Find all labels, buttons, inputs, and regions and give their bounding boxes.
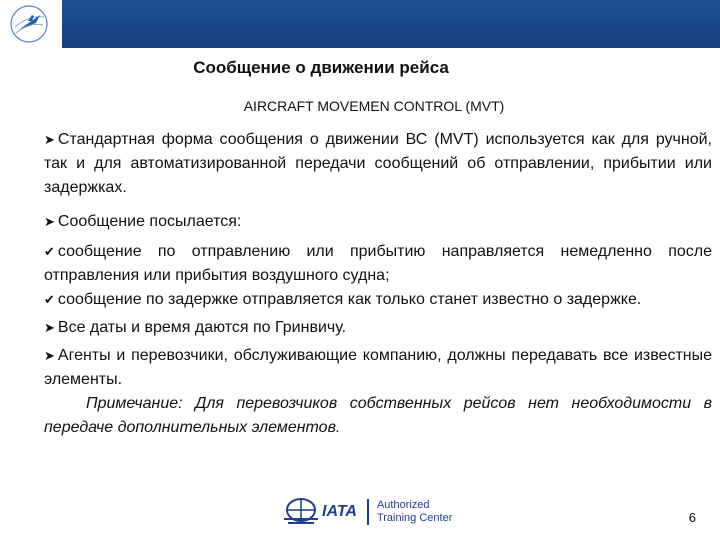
paragraph-text: Сообщение посылается: (57, 213, 242, 230)
slide-body (44, 128, 712, 440)
airplane-globe-icon (6, 3, 52, 45)
paragraph-text: сообщение по задержке отправляется как только станет известно о задержке. (57, 291, 642, 308)
check-bullet-icon: ✔ (44, 244, 55, 259)
bullet-paragraph (44, 288, 712, 312)
atc-line-1: Authorized (376, 499, 430, 511)
banner-divider (58, 0, 62, 48)
iata-globe-icon (282, 497, 320, 527)
paragraph-text: Стандартная форма сообщения о движении ВС (MVT) используется как для ручной, так и для автоматизированной передачи сообщений об отправлении, прибытии или задержках. (44, 131, 712, 196)
arrow-bullet-icon: ➤ (44, 214, 55, 229)
top-banner (0, 0, 720, 48)
arrow-bullet-icon: ➤ (44, 348, 55, 363)
arrow-bullet-icon: ➤ (44, 320, 55, 335)
arrow-bullet-icon: ➤ (44, 132, 55, 147)
check-bullet-icon: ✔ (44, 292, 55, 307)
header-logo (0, 0, 58, 48)
paragraph-text: Все даты и время даются по Гринвичу. (57, 319, 347, 336)
paragraph-text: сообщение по отправлению или прибытию направляется немедленно после отправления или прибытия воздушного судна; (44, 243, 712, 284)
slide-title: Сообщение о движении рейса (193, 58, 449, 77)
atc-line-2: Training Center (376, 512, 453, 524)
bullet-paragraph (44, 344, 712, 392)
bullet-paragraph (44, 210, 712, 234)
iata-atc-logo (282, 494, 452, 530)
bullet-paragraph (44, 316, 712, 340)
slide-subtitle: AIRCRAFT MOVEMEN CONTROL (MVT) (243, 98, 505, 114)
bullet-paragraph (44, 240, 712, 288)
note-paragraph: Примечание: Для перевозчиков собственных рейсов нет необходимости в передаче дополнительных элементов. (44, 395, 712, 436)
iata-brand-text: IATA (322, 503, 357, 520)
training-center-label (367, 499, 452, 525)
paragraph-text: Агенты и перевозчики, обслуживающие компанию, должны передавать все известные элементы. (44, 347, 712, 388)
page-number: 6 (688, 510, 696, 525)
bullet-paragraph (44, 128, 712, 200)
